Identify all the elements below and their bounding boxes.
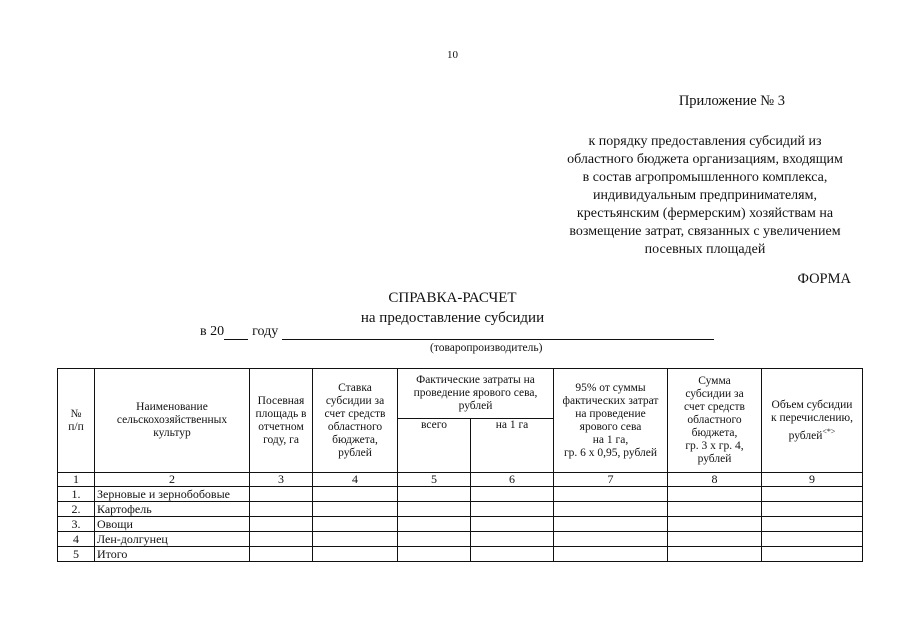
header-row bbox=[58, 369, 863, 419]
header-actual-per-ha: на 1 га bbox=[471, 419, 554, 473]
row-number: 1. bbox=[58, 487, 95, 502]
year-suffix: году bbox=[252, 324, 279, 339]
appendix-line: возмещение затрат, связанных с увеличением bbox=[569, 224, 841, 239]
appendix-line: областного бюджета организациям, входящим bbox=[567, 152, 843, 167]
table-cell[interactable] bbox=[250, 547, 313, 562]
document-title: СПРАВКА-РАСЧЕТ bbox=[388, 290, 517, 306]
table-cell[interactable] bbox=[762, 547, 863, 562]
header-95-percent: 95% от суммы фактических затрат на проведение ярового сева на 1 га, гр. 6 х 0,95, рублей bbox=[554, 369, 668, 473]
table-cell[interactable] bbox=[554, 547, 668, 562]
header-subsidy-rate: Ставка субсидии за счет средств областного бюджета, рублей bbox=[313, 369, 398, 473]
row-crop-name: Зерновые и зернобобовые bbox=[95, 487, 250, 502]
table-cell[interactable] bbox=[668, 502, 762, 517]
row-number: 2. bbox=[58, 502, 95, 517]
header-num: № п/п bbox=[58, 369, 95, 473]
document-subtitle: на предоставление субсидии bbox=[360, 310, 545, 326]
table-cell[interactable] bbox=[313, 517, 398, 532]
table-cell[interactable] bbox=[250, 502, 313, 517]
table-cell[interactable] bbox=[471, 547, 554, 562]
row-crop-name: Итого bbox=[95, 547, 250, 562]
appendix-line: к порядку предоставления субсидий из bbox=[588, 134, 822, 149]
column-number: 1 bbox=[58, 473, 95, 487]
table-cell[interactable] bbox=[762, 502, 863, 517]
footnote-mark: <*> bbox=[822, 426, 836, 436]
table-cell[interactable] bbox=[250, 487, 313, 502]
row-number: 4 bbox=[58, 532, 95, 547]
appendix-line: в состав агропромышленного комплекса, bbox=[582, 170, 828, 185]
header-actual-costs: Фактические затраты на проведение ярового сева, рублей bbox=[398, 369, 554, 419]
column-number: 4 bbox=[313, 473, 398, 487]
table-row bbox=[58, 547, 863, 562]
column-number: 6 bbox=[471, 473, 554, 487]
column-number: 3 bbox=[250, 473, 313, 487]
table-cell[interactable] bbox=[398, 487, 471, 502]
table-cell[interactable] bbox=[668, 517, 762, 532]
header-crop-name: Наименование сельскохозяйственных культур bbox=[95, 369, 250, 473]
table-row bbox=[58, 487, 863, 502]
table-cell[interactable] bbox=[471, 517, 554, 532]
table-cell[interactable] bbox=[554, 502, 668, 517]
appendix-line: посевных площадей bbox=[644, 242, 766, 257]
table-cell[interactable] bbox=[668, 487, 762, 502]
table-cell[interactable] bbox=[668, 547, 762, 562]
table-cell[interactable] bbox=[250, 532, 313, 547]
column-number: 7 bbox=[554, 473, 668, 487]
table-cell[interactable] bbox=[313, 487, 398, 502]
subsidy-table bbox=[57, 368, 863, 562]
table-cell[interactable] bbox=[554, 532, 668, 547]
table-cell[interactable] bbox=[668, 532, 762, 547]
table-cell[interactable] bbox=[398, 502, 471, 517]
header-sown-area: Посевная площадь в отчетном году, га bbox=[250, 369, 313, 473]
column-number: 8 bbox=[668, 473, 762, 487]
table-cell[interactable] bbox=[762, 532, 863, 547]
appendix-description bbox=[540, 133, 870, 259]
year-prefix: в 20 bbox=[200, 324, 225, 339]
row-number: 3. bbox=[58, 517, 95, 532]
appendix-title: Приложение № 3 bbox=[678, 93, 785, 109]
appendix-line: крестьянским (фермерским) хозяйствам на bbox=[576, 206, 834, 221]
header-transfer-volume: Объем субсидии к перечислению, рублей<*> bbox=[762, 369, 863, 473]
column-number: 5 bbox=[398, 473, 471, 487]
table-cell[interactable] bbox=[471, 532, 554, 547]
row-number: 5 bbox=[58, 547, 95, 562]
table-row bbox=[58, 502, 863, 517]
column-number: 2 bbox=[95, 473, 250, 487]
form-label: ФОРМА bbox=[797, 271, 851, 287]
row-crop-name: Лен-долгунец bbox=[95, 532, 250, 547]
table-cell[interactable] bbox=[398, 532, 471, 547]
row-crop-name: Картофель bbox=[95, 502, 250, 517]
page-number: 10 bbox=[447, 49, 458, 61]
year-line bbox=[200, 324, 714, 340]
header-subsidy-sum: Сумма субсидии за счет средств областного бюджета, гр. 3 х гр. 4, рублей bbox=[668, 369, 762, 473]
table-row bbox=[58, 517, 863, 532]
table-cell[interactable] bbox=[762, 517, 863, 532]
column-number-row bbox=[58, 473, 863, 487]
table-row bbox=[58, 532, 863, 547]
table-cell[interactable] bbox=[313, 532, 398, 547]
table-cell[interactable] bbox=[398, 547, 471, 562]
column-number: 9 bbox=[762, 473, 863, 487]
table-cell[interactable] bbox=[313, 547, 398, 562]
document-title-block bbox=[0, 288, 905, 328]
table-cell[interactable] bbox=[554, 517, 668, 532]
row-crop-name: Овощи bbox=[95, 517, 250, 532]
table-cell[interactable] bbox=[554, 487, 668, 502]
year-blank bbox=[224, 326, 248, 340]
header-actual-total: всего bbox=[398, 419, 471, 473]
table-cell[interactable] bbox=[398, 517, 471, 532]
table-cell[interactable] bbox=[250, 517, 313, 532]
table-cell[interactable] bbox=[313, 502, 398, 517]
table-cell[interactable] bbox=[762, 487, 863, 502]
producer-caption: (товаропроизводитель) bbox=[430, 342, 543, 354]
table-cell[interactable] bbox=[471, 487, 554, 502]
producer-blank bbox=[282, 326, 714, 340]
appendix-line: индивидуальным предпринимателям, bbox=[593, 188, 817, 203]
table-cell[interactable] bbox=[471, 502, 554, 517]
